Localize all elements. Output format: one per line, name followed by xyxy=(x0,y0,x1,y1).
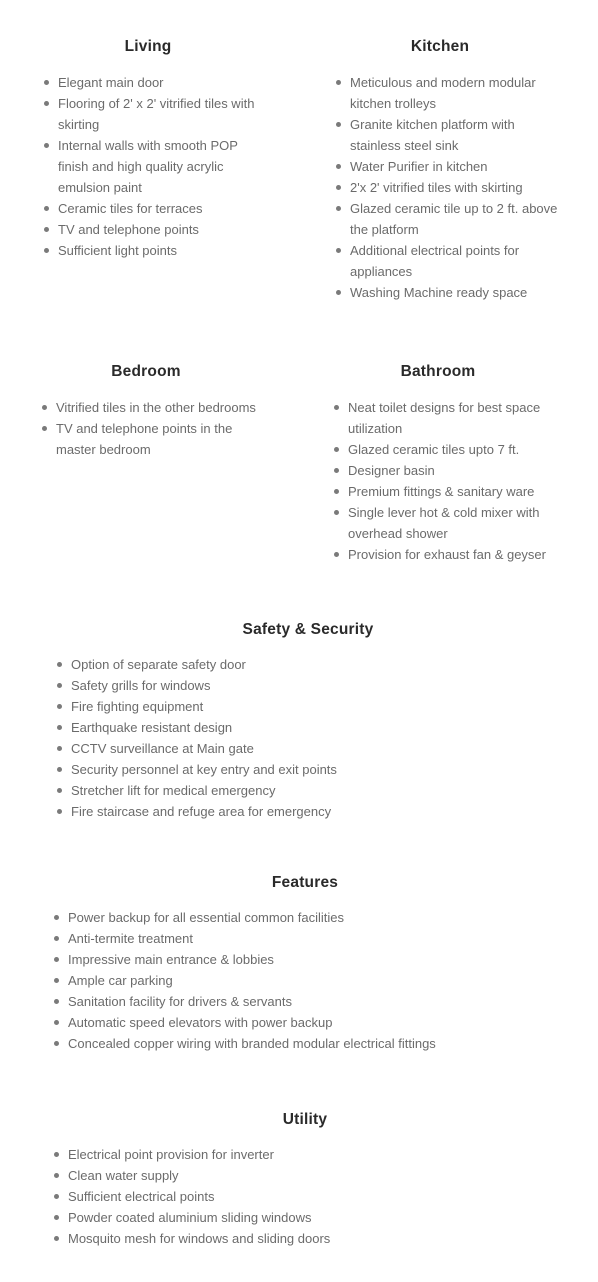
bullet-icon xyxy=(57,704,62,709)
list-item-text: emulsion paint xyxy=(58,180,142,195)
list-item-text: Clean water supply xyxy=(68,1168,179,1183)
list-item xyxy=(334,397,574,439)
list-item-text: the platform xyxy=(350,222,419,237)
list-item-text: Ample car parking xyxy=(68,973,173,988)
list-item-text: stainless steel sink xyxy=(350,138,459,153)
section-title-bathroom: Bathroom xyxy=(400,363,476,380)
list-item xyxy=(44,135,274,198)
section-title-safety-security: Safety & Security xyxy=(242,621,374,638)
list-bedroom xyxy=(42,397,282,460)
list-item xyxy=(54,970,574,991)
list-item xyxy=(54,907,574,928)
list-item-text: TV and telephone points in the xyxy=(56,421,233,436)
section-title-kitchen: Kitchen xyxy=(410,38,470,55)
list-item xyxy=(334,481,574,502)
bullet-icon xyxy=(54,978,59,983)
list-item xyxy=(57,675,537,696)
list-item-text: Granite kitchen platform with xyxy=(350,117,515,132)
list-item-text: Power backup for all essential common facilities xyxy=(68,910,345,925)
bullet-icon xyxy=(57,746,62,751)
list-item xyxy=(44,219,274,240)
list-item-text: Automatic speed elevators with power backup xyxy=(68,1015,333,1030)
bullet-icon xyxy=(54,1194,59,1199)
list-item-text: Electrical point provision for inverter xyxy=(68,1147,274,1162)
list-item-text: Mosquito mesh for windows and sliding doors xyxy=(68,1231,331,1246)
list-item xyxy=(336,282,576,303)
bullet-icon xyxy=(57,683,62,688)
list-item xyxy=(336,198,576,240)
list-item-text: Sanitation facility for drivers & servants xyxy=(68,994,292,1009)
list-item xyxy=(42,418,282,460)
list-item xyxy=(336,240,576,282)
list-item xyxy=(336,72,576,114)
list-item xyxy=(54,928,574,949)
list-item-text: Internal walls with smooth POP xyxy=(58,138,238,153)
list-item-text: Single lever hot & cold mixer with xyxy=(348,505,540,520)
bullet-icon xyxy=(334,552,339,557)
list-item-text: Additional electrical points for xyxy=(350,243,520,258)
list-safety-security xyxy=(57,654,537,822)
bullet-icon xyxy=(44,206,49,211)
section-bathroom xyxy=(334,361,574,562)
section-features xyxy=(0,872,598,1051)
bullet-icon xyxy=(57,809,62,814)
list-item xyxy=(57,738,537,759)
list-item xyxy=(336,156,576,177)
bullet-icon xyxy=(54,1173,59,1178)
list-item-text: 2'x 2' vitrified tiles with skirting xyxy=(350,180,523,195)
list-item xyxy=(44,198,274,219)
bullet-icon xyxy=(336,248,341,253)
bullet-icon xyxy=(334,447,339,452)
bullet-icon xyxy=(54,915,59,920)
list-item xyxy=(54,1012,574,1033)
list-item-text: Neat toilet designs for best space xyxy=(348,400,541,415)
list-item-text: Meticulous and modern modular xyxy=(350,75,536,90)
list-item-text: Designer basin xyxy=(348,463,435,478)
list-item-text: CCTV surveillance at Main gate xyxy=(71,741,254,756)
list-item xyxy=(54,1144,534,1165)
section-utility xyxy=(0,1109,598,1246)
bullet-icon xyxy=(44,227,49,232)
bullet-icon xyxy=(57,788,62,793)
section-title-living: Living xyxy=(124,38,172,55)
bullet-icon xyxy=(336,290,341,295)
section-title-bedroom: Bedroom xyxy=(111,363,181,380)
list-item-text: Glazed ceramic tile up to 2 ft. above xyxy=(350,201,558,216)
list-item-text: Glazed ceramic tiles upto 7 ft. xyxy=(348,442,520,457)
bullet-icon xyxy=(54,1215,59,1220)
list-item-text: Earthquake resistant design xyxy=(71,720,233,735)
list-living xyxy=(44,72,274,261)
section-safety-security xyxy=(0,619,598,819)
list-kitchen xyxy=(336,72,576,303)
list-item-text: Premium fittings & sanitary ware xyxy=(348,484,535,499)
list-item-text: master bedroom xyxy=(56,442,151,457)
list-item-text: Impressive main entrance & lobbies xyxy=(68,952,274,967)
list-item xyxy=(57,801,537,822)
section-bedroom xyxy=(42,361,282,457)
list-item xyxy=(334,502,574,544)
bullet-icon xyxy=(54,1152,59,1157)
list-item xyxy=(57,696,537,717)
list-item xyxy=(57,780,537,801)
list-item xyxy=(54,1186,534,1207)
list-item-text: Ceramic tiles for terraces xyxy=(58,201,203,216)
list-item-text: Flooring of 2' x 2' vitrified tiles with xyxy=(58,96,255,111)
list-item xyxy=(54,1165,534,1186)
list-item xyxy=(44,93,274,135)
section-title-features: Features xyxy=(271,874,339,891)
section-kitchen xyxy=(336,36,576,300)
bullet-icon xyxy=(336,206,341,211)
bullet-icon xyxy=(42,405,47,410)
bullet-icon xyxy=(44,143,49,148)
list-item-text: Concealed copper wiring with branded modular electrical fittings xyxy=(68,1036,436,1051)
list-item xyxy=(336,177,576,198)
list-item-text: Anti-termite treatment xyxy=(68,931,193,946)
list-item xyxy=(57,759,537,780)
bullet-icon xyxy=(334,405,339,410)
bullet-icon xyxy=(44,248,49,253)
list-item xyxy=(334,439,574,460)
bullet-icon xyxy=(54,957,59,962)
bullet-icon xyxy=(336,122,341,127)
list-item xyxy=(57,654,537,675)
list-item-text: kitchen trolleys xyxy=(350,96,436,111)
list-item xyxy=(54,1228,534,1249)
bullet-icon xyxy=(334,489,339,494)
list-item xyxy=(54,1207,534,1228)
bullet-icon xyxy=(54,1020,59,1025)
bullet-icon xyxy=(57,767,62,772)
list-item xyxy=(54,949,574,970)
list-item-text: overhead shower xyxy=(348,526,448,541)
bullet-icon xyxy=(57,725,62,730)
list-item-text: Elegant main door xyxy=(58,75,164,90)
list-features xyxy=(54,907,574,1054)
bullet-icon xyxy=(336,80,341,85)
list-item-text: TV and telephone points xyxy=(58,222,199,237)
bullet-icon xyxy=(42,426,47,431)
list-item-text: Sufficient electrical points xyxy=(68,1189,215,1204)
bullet-icon xyxy=(54,936,59,941)
bullet-icon xyxy=(336,164,341,169)
list-item xyxy=(44,72,274,93)
list-item-text: Safety grills for windows xyxy=(71,678,211,693)
list-item-text: Washing Machine ready space xyxy=(350,285,528,300)
list-item-text: utilization xyxy=(348,421,403,436)
bullet-icon xyxy=(334,468,339,473)
list-item-text: Option of separate safety door xyxy=(71,657,246,672)
section-title-utility: Utility xyxy=(282,1111,328,1128)
list-item-text: Powder coated aluminium sliding windows xyxy=(68,1210,312,1225)
list-item-text: skirting xyxy=(58,117,100,132)
bullet-icon xyxy=(57,662,62,667)
bullet-icon xyxy=(54,1236,59,1241)
bullet-icon xyxy=(54,1041,59,1046)
list-item-text: Water Purifier in kitchen xyxy=(350,159,488,174)
bullet-icon xyxy=(54,999,59,1004)
list-item-text: Stretcher lift for medical emergency xyxy=(71,783,276,798)
list-bathroom xyxy=(334,397,574,565)
list-item-text: finish and high quality acrylic xyxy=(58,159,224,174)
bullet-icon xyxy=(44,80,49,85)
bullet-icon xyxy=(334,510,339,515)
list-item xyxy=(54,1033,574,1054)
list-item xyxy=(44,240,274,261)
list-item xyxy=(334,460,574,481)
bullet-icon xyxy=(44,101,49,106)
list-item-text: appliances xyxy=(350,264,413,279)
list-utility xyxy=(54,1144,534,1249)
list-item xyxy=(336,114,576,156)
list-item-text: Vitrified tiles in the other bedrooms xyxy=(56,400,256,415)
list-item xyxy=(334,544,574,565)
list-item-text: Security personnel at key entry and exit points xyxy=(71,762,337,777)
list-item xyxy=(42,397,282,418)
bullet-icon xyxy=(336,185,341,190)
list-item xyxy=(54,991,574,1012)
list-item-text: Fire fighting equipment xyxy=(71,699,204,714)
list-item-text: Fire staircase and refuge area for emergency xyxy=(71,804,332,819)
list-item xyxy=(57,717,537,738)
section-living xyxy=(44,36,274,258)
list-item-text: Sufficient light points xyxy=(58,243,177,258)
list-item-text: Provision for exhaust fan & geyser xyxy=(348,547,546,562)
